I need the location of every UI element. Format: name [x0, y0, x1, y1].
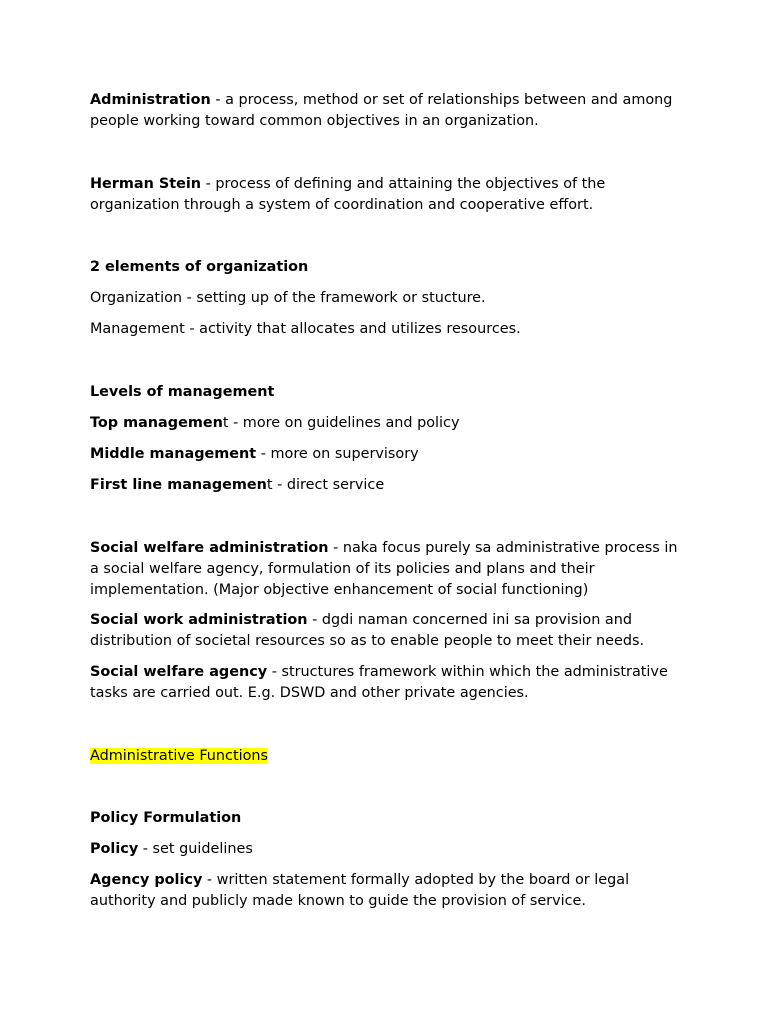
- term: First line managemen: [90, 477, 267, 493]
- term: Top managemen: [90, 415, 223, 431]
- heading-elements-of-organization: 2 elements of organization: [90, 259, 309, 275]
- heading-administrative-functions: [90, 746, 268, 767]
- definition-text: - structures framework within which the administrative tasks are carried out. E.g. DSWD and other private agencies.: [90, 664, 668, 701]
- definition-social-work-administration: [90, 610, 690, 652]
- definition-text: - process of defining and attaining the objectives of the organization through a system of coordination and cooperative effort.: [90, 176, 606, 213]
- term: Administration: [90, 92, 211, 108]
- level-top-management: [90, 413, 459, 434]
- definition-text: t - more on guidelines and policy: [222, 415, 460, 431]
- definition-text: - naka focus purely sa administrative process in a social welfare agency, formulation of its policies and plans and their implementation. (Major objective enhancement of social functioning): [90, 540, 678, 598]
- definition-text: t - direct service: [266, 477, 385, 493]
- definition-organization: Organization - setting up of the framework or stucture.: [90, 290, 486, 306]
- definition-management: Management - activity that allocates and utilizes resources.: [90, 321, 521, 337]
- definition-herman-stein: [90, 174, 690, 216]
- definition-text: - a process, method or set of relationships between and among people working toward common objectives in an organization.: [90, 92, 673, 129]
- term: Middle management: [90, 446, 257, 462]
- definition-social-welfare-administration: [90, 538, 690, 601]
- definition-text: - more on supervisory: [256, 446, 419, 462]
- definition-text: - set guidelines: [138, 841, 253, 857]
- term: Agency policy: [90, 872, 203, 888]
- definition-social-welfare-agency: [90, 662, 690, 704]
- term: Social work administration: [90, 612, 308, 628]
- heading-levels-of-management: Levels of management: [90, 384, 275, 400]
- definition-text: - dgdi naman concerned ini sa provision and distribution of societal resources so as to enable people to meet their needs.: [90, 612, 645, 649]
- term: Herman Stein: [90, 176, 202, 192]
- definition-agency-policy: [90, 870, 690, 912]
- term: Social welfare administration: [90, 540, 329, 556]
- definition-administration: [90, 90, 690, 132]
- term: Social welfare agency: [90, 664, 268, 680]
- level-middle-management: [90, 444, 419, 465]
- definition-text: - written statement formally adopted by the board or legal authority and publicly made known to guide the provision of service.: [90, 872, 630, 909]
- highlighted-heading: Administrative Functions: [90, 748, 269, 764]
- term: Policy: [90, 841, 139, 857]
- level-first-line-management: [90, 475, 384, 496]
- heading-policy-formulation: Policy Formulation: [90, 810, 242, 826]
- definition-policy: [90, 839, 253, 860]
